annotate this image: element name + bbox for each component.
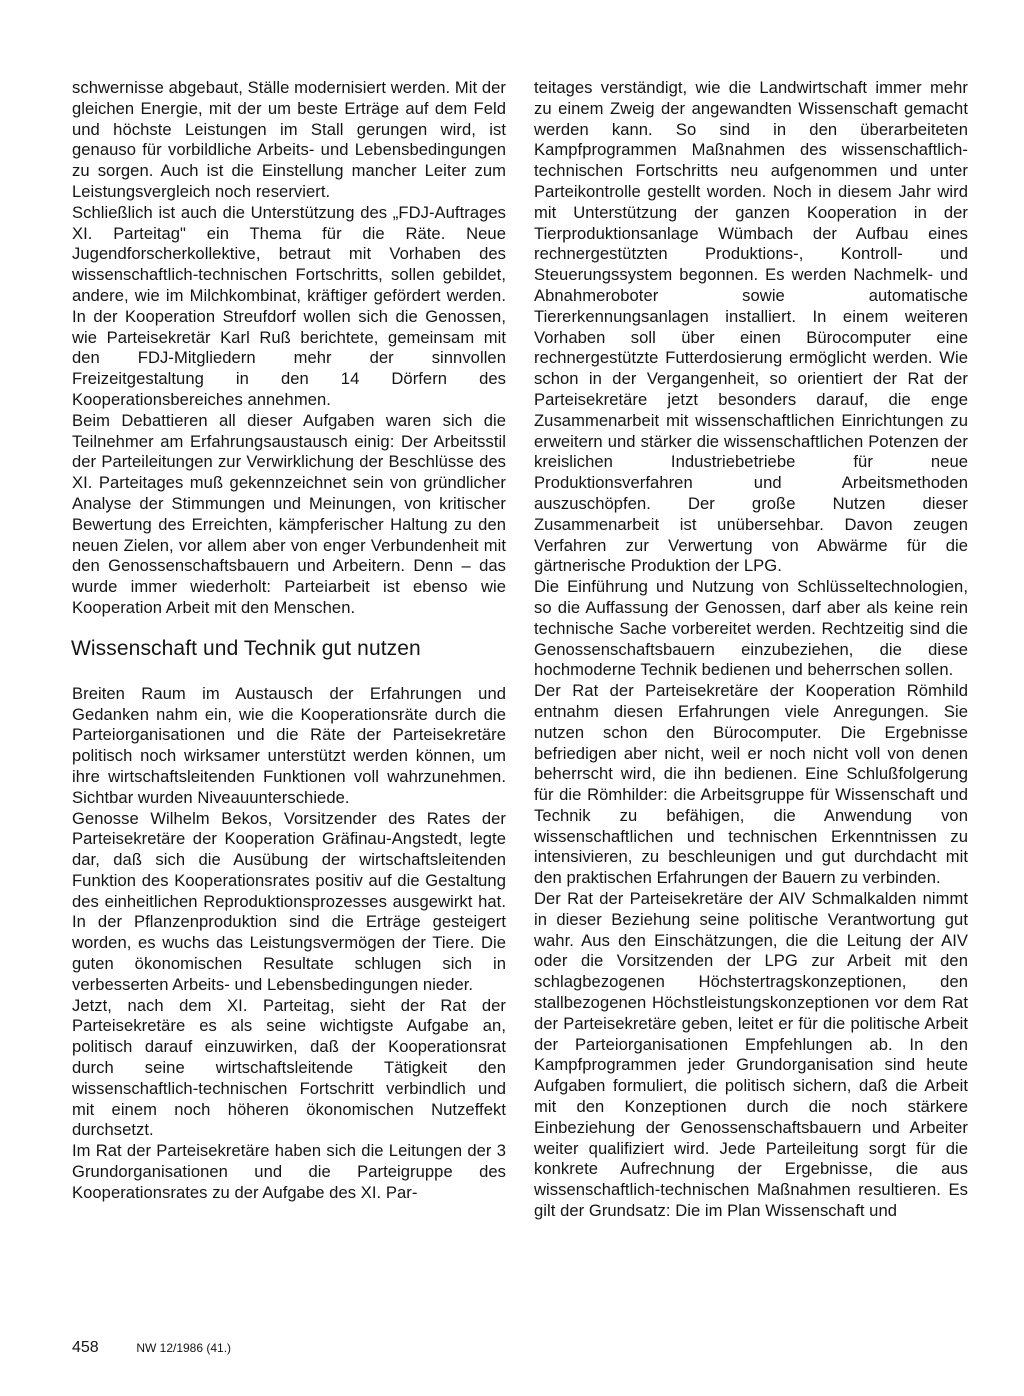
paragraph: Der Rat der Parteisekretäre der AIV Schmalkalden nimmt in dieser Beziehung seine politische Verantwortung gut wahr. Aus den Einschätzungen, die die Leitung der AIV oder die Vorsitzenden der LPG zur Arbeit mit den schlagbezogenen Höchstertragskonzeptionen, den stallbezogenen Höchstleistungskonzeptionen vor dem Rat der Parteisekretäre geben, leitet er für die politische Arbeit der Parteiorganisationen Empfehlungen ab. In den Kampfprogrammen jeder Grundorganisation sind heute Aufgaben formuliert, die politisch sichern, daß die Arbeit mit den Konzeptionen durch die noch stärkere Einbeziehung der Genossenschaftsbauern und Arbeiter weiter qualifiziert wird. Jede Parteileitung sorgt für die konkrete Aufrechnung der Ergebnisse, die aus wissenschaftlich-technischen Maßnahmen resultieren. Es gilt der Grundsatz: Die im Plan Wissenschaft und xyxy=(534,889,968,1221)
right-column xyxy=(534,78,968,1222)
paragraph: teitages verständigt, wie die Landwirtschaft immer mehr zu einem Zweig der angewandten Wissenschaft gemacht werden kann. So sind in den überarbeiteten Kampfprogrammen Maßnahmen des wissenschaftlich-technischen Fortschritts neu aufgenommen und unter Parteikontrolle gestellt worden. Noch in diesem Jahr wird mit Unterstützung der ganzen Kooperation in der Tierproduktionsanlage Wümbach der Aufbau eines rechnergestützten Produktions-, Kontroll- und Steuerungssystem begonnen. Es werden Nachmelk- und Abnahmeroboter sowie automatische Tiererkennungsanlagen installiert. In einem weiteren Vorhaben soll über einen Bürocomputer eine rechnergestützte Futterdosierung ermöglicht werden. Wie schon in der Vergangenheit, so orientiert der Rat der Parteisekretäre jetzt besonders darauf, die enge Zusammenarbeit mit wissenschaftlichen Einrichtungen zu erweitern und stärker die wissenschaftlichen Potenzen der kreislichen Industriebetriebe für neue Produktionsverfahren und Arbeitsmethoden auszuschöpfen. Der große Nutzen dieser Zusammenarbeit ist unübersehbar. Davon zeugen Verfahren zur Verwertung von Abwärme für die gärtnerische Produktion der LPG. xyxy=(534,78,968,576)
paragraph: Im Rat der Parteisekretäre haben sich die Leitungen der 3 Grundorganisationen und die Parteigruppe des Kooperationsrates zu der Aufgabe des XI. Par- xyxy=(72,1141,506,1202)
issue-reference: NW 12/1986 (41.) xyxy=(136,1341,232,1355)
page-number: 458 xyxy=(72,1339,99,1356)
paragraph: Der Rat der Parteisekretäre der Kooperation Römhild entnahm diesen Erfahrungen viele Anregungen. Sie nutzen schon den Bürocomputer. Die Ergebnisse befriedigen aber nicht, weil er noch nicht voll von denen beherrscht wird, die ihn bedienen. Eine Schlußfolgerung für die Römhilder: die Arbeitsgruppe für Wissenschaft und Technik zu befähigen, die Anwendung von wissenschaftlichen und technischen Erkenntnissen zu intensivieren, zu beschleunigen und gut durchdacht mit den praktischen Erfahrungen der Bauern zu verbinden. xyxy=(534,681,968,888)
paragraph: schwernisse abgebaut, Ställe modernisiert werden. Mit der gleichen Energie, mit der um beste Erträge auf dem Feld und höchste Leistungen im Stall gerungen wird, ist genauso für vorbildliche Arbeits- und Lebensbedingungen zu sorgen. Auch ist die Einstellung mancher Leiter zum Leistungsvergleich noch reserviert. xyxy=(72,78,506,201)
page-footer xyxy=(72,1340,231,1356)
paragraph: Beim Debattieren all dieser Aufgaben waren sich die Teilnehmer am Erfahrungsaustausch einig: Der Arbeitsstil der Parteileitungen zur Verwirklichung der Beschlüsse des XI. Parteitages muß gekennzeichnet sein von gründlicher Analyse der Stimmungen und Meinungen, von kritischer Bewertung des Erreichten, kämpferischer Haltung zu den neuen Zielen, vor allem aber von enger Verbundenheit mit den Genossenschaftsbauern und Arbeitern. Denn – das wurde immer wiederholt: Parteiarbeit ist ebenso wie Kooperation Arbeit mit den Menschen. xyxy=(72,410,506,617)
paragraph: Schließlich ist auch die Unterstützung des „FDJ-Auftrages XI. Parteitag" ein Thema für die Räte. Neue Jugendforscherkollektive, betraut mit Vorhaben des wissenschaftlich-technischen Fortschritts, sollen gebildet, andere, wie im Milchkombinat, kräftiger gefördert werden. In der Kooperation Streufdorf wollen sich die Genossen, wie Parteisekretär Karl Ruß berichtete, gemeinsam mit den FDJ-Mitgliedern mehr der sinnvollen Freizeitgestaltung in den 14 Dörfern des Kooperationsbereiches annehmen. xyxy=(72,202,506,409)
paragraph: Jetzt, nach dem XI. Parteitag, sieht der Rat der Parteisekretäre es als seine wichtigste Aufgabe an, politisch darauf einzuwirken, daß der Kooperationsrat durch seine wirtschaftsleitende Tätigkeit den wissenschaftlich-technischen Fortschritt verbindlich und mit einem noch höheren ökonomischen Nutzeffekt durchsetzt. xyxy=(72,995,506,1140)
paragraph: Breiten Raum im Austausch der Erfahrungen und Gedanken nahm ein, wie die Kooperationsräte durch die Parteiorganisationen und die Räte der Parteisekretäre politisch noch wirksamer unterstützt werden können, um ihre wirtschaftsleitenden Funktionen voll wahrzunehmen. Sichtbar wurden Niveauunterschiede. xyxy=(72,683,506,807)
left-column xyxy=(72,78,506,1204)
section-heading: Wissenschaft und Technik gut nutzen xyxy=(71,636,421,660)
paragraph: Genosse Wilhelm Bekos, Vorsitzender des Rates der Parteisekretäre der Kooperation Gräfinau-Angstedt, legte dar, daß sich die Ausübung der wirtschaftsleitenden Funktion des Kooperationsrates positiv auf die Gestaltung des einheitlichen Reproduktionsprozesses ausgewirkt hat. In der Pflanzenproduktion sind die Erträge gesteigert worden, es wuchs das Leistungsvermögen der Tiere. Die guten ökonomischen Resultate schlugen sich in verbesserten Arbeits- und Lebensbedingungen nieder. xyxy=(72,808,506,994)
paragraph: Die Einführung und Nutzung von Schlüsseltechnologien, so die Auffassung der Genossen, darf aber als keine rein technische Sache vorbereitet werden. Rechtzeitig sind die Genossenschaftsbauern einzubeziehen, die diese hochmoderne Technik bedienen und beherrschen sollen. xyxy=(534,577,968,680)
